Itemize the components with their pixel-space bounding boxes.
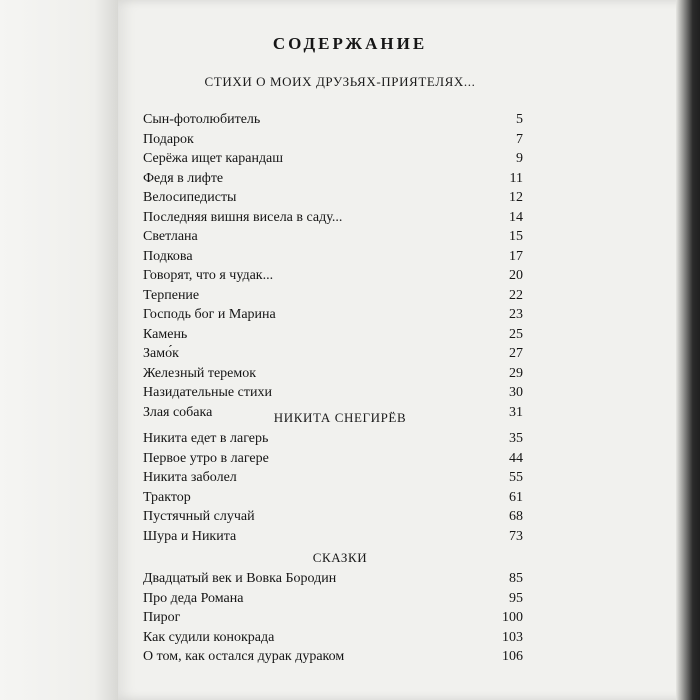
toc-entry-page: 30 — [509, 385, 523, 400]
toc-entry — [143, 208, 523, 228]
toc-entry — [143, 149, 523, 169]
toc-entry-title: Как судили конокрада — [143, 629, 275, 645]
toc-entry-page: 73 — [509, 528, 523, 544]
toc-entry — [143, 305, 523, 325]
toc-entry-title: Последняя вишня висела в саду... — [143, 209, 343, 225]
section-entries-nikita — [143, 429, 523, 546]
toc-entry — [143, 647, 523, 667]
toc-entry-title: Никита заболел — [143, 470, 237, 485]
toc-entry — [143, 383, 523, 403]
toc-entry-title: О том, как остался дурак дураком — [143, 649, 345, 664]
section-heading-nikita: НИКИТА СНЕГИРЁВ — [273, 410, 407, 425]
toc-entry-page: 22 — [509, 287, 523, 303]
toc-entry — [143, 527, 523, 547]
toc-entry-page: 5 — [516, 112, 523, 127]
toc-entry-page: 106 — [502, 649, 523, 664]
toc-entry-title: Велосипедисты — [143, 190, 237, 205]
toc-entry-title: Трактор — [143, 489, 191, 505]
toc-entry-title: Федя в лифте — [143, 170, 224, 186]
toc-entry — [143, 507, 523, 527]
facing-page-edge — [0, 0, 118, 700]
section-heading-tales: СКАЗКИ — [312, 550, 368, 565]
toc-entry-page: 27 — [509, 346, 523, 361]
toc-entry-page: 17 — [509, 248, 523, 264]
toc-entry — [143, 247, 523, 267]
toc-entry — [143, 325, 523, 345]
toc-entry-page: 25 — [509, 326, 523, 342]
toc-entry-page: 55 — [509, 470, 523, 485]
toc-entry-page: 61 — [509, 489, 523, 505]
toc-entry-title: Подкова — [143, 248, 193, 264]
toc-entry — [143, 286, 523, 306]
toc-entry — [143, 628, 523, 648]
toc-entry-title: Сын-фотолюбитель — [143, 112, 261, 127]
toc-entry — [143, 227, 523, 247]
toc-entry-title: Про деда Романа — [143, 590, 244, 606]
toc-entry-title: Светлана — [143, 229, 198, 244]
book-spine-edge — [676, 0, 700, 700]
toc-entry — [143, 608, 523, 628]
toc-entry-title: Злая собака — [143, 404, 213, 420]
toc-entry-page: 68 — [509, 509, 523, 524]
toc-entry-page: 14 — [509, 209, 523, 225]
toc-entry-title: Пустячный случай — [143, 509, 255, 524]
toc-entry — [143, 488, 523, 508]
toc-entry-page: 12 — [509, 190, 523, 205]
section-entries-tales — [143, 569, 523, 667]
toc-entry-title: Говорят, что я чудак... — [143, 268, 274, 283]
toc-entry-page: 31 — [509, 404, 523, 420]
toc-entry-title: Первое утро в лагере — [143, 450, 269, 466]
toc-entry-page: 85 — [509, 571, 523, 586]
toc-entry — [143, 364, 523, 384]
section-heading-poems: СТИХИ О МОИХ ДРУЗЬЯХ-ПРИЯТЕЛЯХ... — [204, 74, 476, 89]
toc-entry — [143, 344, 523, 364]
toc-entry — [143, 188, 523, 208]
toc-entry-page: 7 — [516, 131, 523, 147]
page-title: СОДЕРЖАНИЕ — [272, 34, 428, 53]
toc-entry-page: 23 — [509, 307, 523, 322]
toc-entry — [143, 589, 523, 609]
toc-entry-page: 20 — [509, 268, 523, 283]
toc-entry-title: Назидательные стихи — [143, 385, 272, 400]
toc-entry-title: Железный теремок — [143, 365, 257, 381]
toc-entry — [143, 429, 523, 449]
toc-entry-page: 11 — [509, 170, 523, 186]
toc-entry-page: 9 — [516, 151, 523, 166]
toc-entry-page: 95 — [509, 590, 523, 606]
toc-entry-title: Подарок — [143, 131, 194, 147]
section-entries-poems — [143, 110, 523, 422]
toc-entry — [143, 449, 523, 469]
toc-entry-page: 103 — [502, 629, 523, 645]
toc-entry-title: Серёжа ищет карандаш — [143, 151, 284, 166]
toc-entry-title: Пирог — [143, 610, 181, 625]
toc-entry-page: 100 — [502, 610, 523, 625]
toc-entry-title: Никита едет в лагерь — [143, 431, 269, 446]
toc-entry — [143, 266, 523, 286]
toc-entry-title: Терпение — [143, 287, 200, 303]
toc-entry-page: 15 — [509, 229, 523, 244]
toc-entry-title: Замо́к — [143, 346, 179, 361]
toc-entry-page: 44 — [509, 450, 523, 466]
toc-entry — [143, 130, 523, 150]
toc-entry-page: 29 — [509, 365, 523, 381]
toc-entry-title: Камень — [143, 326, 188, 342]
toc-entry — [143, 169, 523, 189]
toc-entry-title: Двадцатый век и Вовка Бородин — [143, 571, 337, 586]
toc-entry — [143, 569, 523, 589]
toc-entry — [143, 468, 523, 488]
toc-entry — [143, 110, 523, 130]
toc-entry-page: 35 — [509, 431, 523, 446]
toc-entry-title: Господь бог и Марина — [143, 307, 276, 322]
toc-entry-title: Шура и Никита — [143, 528, 237, 544]
